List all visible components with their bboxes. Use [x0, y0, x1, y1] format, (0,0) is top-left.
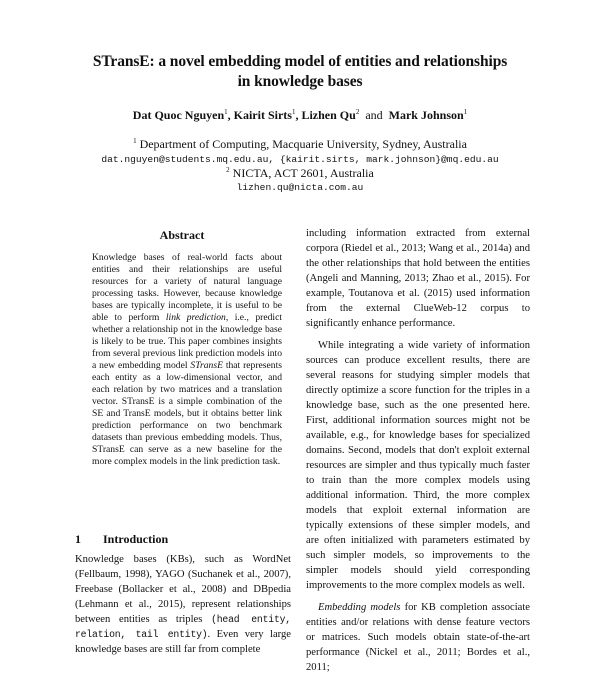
introduction-body: Knowledge bases (KBs), such as WordNet (Fellbaum, 1998), YAGO (Suchanek et al., 2007), Freebase (Bollacker et al., 2008) and DBpedia (Lehmann et al., 2015), represent relationships between entities as triples (head entity, relation, tail entity). Even very large knowledge bases are still far from complete: [75, 554, 291, 655]
affiliation-sup: 1: [133, 137, 137, 145]
author-affil-sup: 1: [224, 108, 228, 116]
affiliation-sup: 2: [226, 166, 230, 174]
title-line-2: in knowledge bases: [237, 73, 363, 90]
triple-notation: (head entity, relation, tail entity): [75, 614, 291, 640]
author-affil-sup: 1: [463, 108, 468, 116]
paper-title: [60, 52, 540, 92]
author-affil-sup: 1: [291, 108, 296, 116]
author-affil-sup: 2: [355, 108, 360, 116]
right-column: [306, 226, 530, 682]
affiliation-2-email: lizhen.qu@nicta.com.au: [236, 182, 364, 193]
section-heading-introduction: [75, 532, 168, 547]
author-name: Mark Johnson: [388, 108, 464, 122]
author-list: Dat Quoc Nguyen$^1$, Kairit Sirts$^1$, Lizhen Qu$^2$ and Mark Johnson$^1$: [132, 108, 468, 122]
paragraph: While integrating a wide variety of information sources can produce excellent results, there are several reasons for studying simpler models that directly optimize a score function for the triples in a knowledge base, such as the one presented here. First, additional information sources might not be available, e.g., for knowledge bases for specialized domains. Second, models that don't exploit external resources are simpler and thus typically much faster to train than the more complex models using additional information. Third, the more complex models that exploit external information are typically extensions of these simpler models, and are often initialized with parameters estimated by such simpler models, so improvements to the simpler models should yield corresponding improvements to the more complex models as well.: [306, 340, 530, 591]
abstract-heading: Abstract: [159, 228, 205, 242]
affiliation-1: [0, 137, 600, 152]
paragraph: Embedding models for KB completion associate entities and/or relations with dense feature vectors or matrices. Such models obtain state-of-the-art performance (Nickel et al., 2011; Bordes et al., 2011;: [306, 602, 530, 673]
term-model-name: STransE: [190, 360, 223, 371]
title-line-1: STransE: a novel embedding model of entities and relationships: [92, 53, 508, 70]
author-name: Kairit Sirts: [233, 108, 292, 122]
section-title: Introduction: [103, 532, 169, 546]
affiliation-2: [0, 166, 600, 181]
affiliation-text: Department of Computing, Macquarie University, Sydney, Australia: [139, 137, 467, 151]
term-embedding-models: Embedding models: [318, 602, 401, 613]
author-name: Dat Quoc Nguyen: [132, 108, 225, 122]
author-name: Lizhen Qu: [301, 108, 356, 122]
section-number: 1: [75, 532, 81, 546]
paragraph: including information extracted from external corpora (Riedel et al., 2013; Wang et al., 2014a) and the other relationships that hold between the entities (Angeli and Manning, 2013; Zhao et al., 2015). For example, Toutanova et al. (2015) used information from the external ClueWeb-12 corpus to significantly enhance performance.: [306, 228, 530, 329]
affiliation-1-email: dat.nguyen@students.mq.edu.au, {kairit.sirts, mark.johnson}@mq.edu.au: [101, 154, 499, 165]
affiliation-text: NICTA, ACT 2601, Australia: [232, 166, 374, 180]
abstract-body: Knowledge bases of real-world facts about entities and their relationships are useful resources for a variety of natural language processing tasks. However, because knowledge bases are typically incomplete, it is useful to be able to perform link prediction, i.e., predict whether a relationship not in the knowledge base is likely to be true. This paper combines insights from several previous link prediction models into a new embedding model STransE that represents each entity as a low-dimensional vector, and each relation by two matrices and a translation vector. STransE is a simple combination of the SE and TransE models, but it obtains better link prediction performance on two benchmark datasets than previous embedding models. Thus, STransE can serve as a new baseline for the more complex models in the link prediction task.: [92, 252, 282, 467]
author-and: and: [365, 108, 383, 122]
term-link-prediction: link prediction: [165, 312, 226, 323]
